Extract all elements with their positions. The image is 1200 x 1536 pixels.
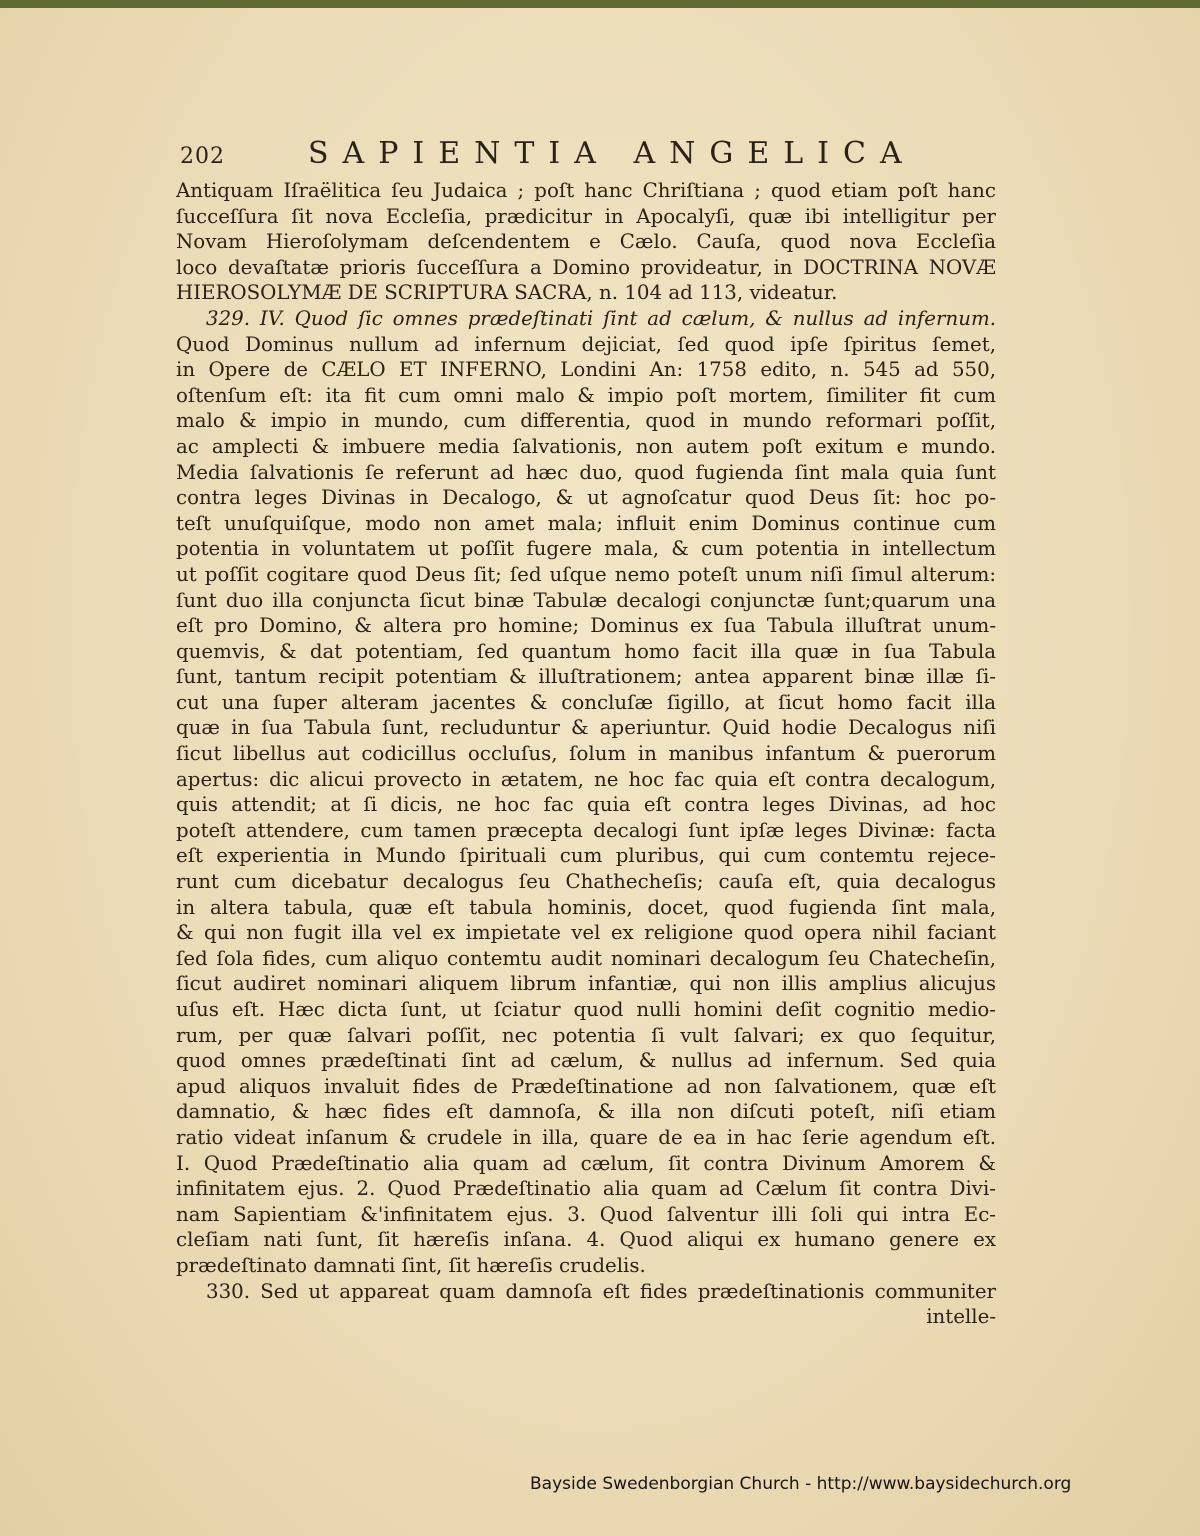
text-line: I. Quod Prædeſtinatio alia quam ad cælum, ſit contra Divinum Amorem & — [176, 1151, 996, 1175]
text-line: loco devaſtatæ prioris ſucceſſura a Domino provideatur, in DOCTRINA NOVÆ — [176, 255, 996, 279]
text-line: ſunt, tantum recipit potentiam & illuſtrationem; antea apparent binæ illæ ſi- — [176, 665, 996, 689]
text-line: rum, per quæ ſalvari poſſit, nec potentia ſi vult ſalvari; ex quo ſequitur, — [176, 1023, 996, 1047]
text-line: ſicut libellus aut codicillus occluſus, ſolum in manibus infantum & puerorum — [176, 742, 996, 766]
text-line: quis attendit; at ſi dicis, ne hoc fac quia eſt contra leges Divinas, ad hoc — [176, 793, 996, 817]
body-text — [176, 178, 996, 1330]
text-line: potentia in voluntatem ut poſſit fugere mala, & cum potentia in intellectum — [176, 537, 996, 561]
top-border — [0, 0, 1200, 8]
text-line: Media ſalvationis ſe referunt ad hæc duo, quod fugienda ſint mala quia ſunt — [176, 460, 996, 484]
text-line: cleſiam nati ſunt, ſit hæreſis inſana. 4. Quod aliqui ex humano genere ex — [176, 1228, 996, 1252]
text-line: HIEROSOLYMÆ DE SCRIPTURA SACRA, n. 104 ad 113, videatur. — [176, 281, 838, 305]
page-number: 202 — [180, 144, 225, 169]
text-line: runt cum dicebatur decalogus ſeu Chathecheſis; cauſa eſt, quia decalogus — [176, 870, 996, 894]
text-line: 329. IV. Quod ſic omnes prædeſtinati ſint ad cælum, & nullus ad infernum. — [206, 306, 996, 330]
footer-credit: Bayside Swedenborgian Church - http://www.baysidechurch.org — [530, 1474, 1072, 1494]
catchword: intelle- — [926, 1305, 996, 1329]
text-line: eſt pro Domino, & altera pro homine; Dominus ex ſua Tabula illuſtrat unum- — [176, 614, 996, 638]
text-line: malo & impio in mundo, cum differentia, quod in mundo reformari poſſit, — [176, 409, 996, 433]
text-line: contra leges Divinas in Decalogo, & ut agnoſcatur quod Deus ſit: hoc po- — [176, 486, 996, 510]
text-line: damnatio, & hæc fides eſt damnoſa, & illa non diſcuti poteſt, niſi etiam — [176, 1100, 996, 1124]
text-line: Novam Hieroſolymam deſcendentem e Cælo. Cauſa, quod nova Eccleſia — [176, 230, 996, 254]
text-line: quemvis, & dat potentiam, ſed quantum homo facit illa quæ in ſua Tabula — [176, 639, 996, 663]
text-line: ſed ſola fides, cum aliquo contemtu audit nominari decalogum ſeu Chatecheſin, — [176, 946, 996, 970]
text-line: cut una ſuper alteram jacentes & concluſæ ſigillo, at ſicut homo facit illa — [176, 690, 996, 714]
text-line: Antiquam Iſraëlitica ſeu Judaica ; poſt hanc Chriſtiana ; quod etiam poſt hanc — [176, 179, 996, 202]
text-line: ut poſſit cogitare quod Deus ſit; ſed uſque nemo poteſt unum niſi ſimul alterum: — [176, 562, 996, 586]
text-line: ſunt duo illa conjuncta ſicut binæ Tabulæ decalogi conjunctæ ſunt;quarum una — [176, 588, 996, 612]
text-line: teſt unuſquiſque, modo non amet mala; influit enim Dominus continue cum — [176, 511, 996, 535]
text-line: uſus eſt. Hæc dicta ſunt, ut ſciatur quod nulli homini deſit cognitio medio- — [176, 998, 996, 1021]
text-line: 330. Sed ut appareat quam damnoſa eſt fides prædeſtinationis communiter — [206, 1279, 996, 1303]
text-line: eſt experientia in Mundo ſpirituali cum pluribus, qui cum contemtu rejece- — [176, 844, 996, 868]
text-line: apud aliquos invaluit fides de Prædeſtinatione ad non ſalvationem, quæ eſt — [176, 1074, 996, 1098]
running-header — [180, 136, 1000, 176]
text-line: quæ in ſua Tabula ſunt, recluduntur & aperiuntur. Quid hodie Decalogus niſi — [176, 716, 996, 740]
text-line: quod omnes prædeſtinati ſint ad cælum, & nullus ad infernum. Sed quia — [176, 1049, 996, 1073]
text-line: ratio videat inſanum & crudele in illa, quare de ea in hac ſerie agendum eſt. — [176, 1125, 996, 1149]
text-line: apertus: dic alicui provecto in ætatem, ne hoc fac quia eſt contra decalogum, — [176, 767, 996, 791]
text-line: infinitatem ejus. 2. Quod Prædeſtinatio alia quam ad Cælum ſit contra Divi- — [176, 1177, 996, 1201]
text-line: in altera tabula, quæ eſt tabula hominis, docet, quod fugienda ſint mala, — [176, 895, 996, 919]
text-line: ac amplecti & imbuere media ſalvationis, non autem poſt exitum e mundo. — [176, 434, 996, 458]
page-title: SAPIENTIA ANGELICA — [308, 136, 916, 171]
text-line: oſtenſum eſt: ita fit cum omni malo & impio poſt mortem, ſimiliter fit cum — [176, 383, 996, 407]
text-line: ſicut audiret nominari aliquem librum infantiæ, qui non illis amplius alicujus — [176, 972, 996, 996]
text-line: poteſt attendere, cum tamen præcepta decalogi ſunt ipſæ leges Divinæ: facta — [176, 818, 996, 842]
text-line: in Opere de CÆLO ET INFERNO, Londini An: 1758 edito, n. 545 ad 550, — [176, 358, 996, 382]
text-line: ſucceſſura ſit nova Eccleſia, prædicitur in Apocalyſi, quæ ibi intelligitur per — [176, 204, 996, 228]
text-line: & qui non fugit illa vel ex impietate vel ex religione quod opera nihil faciant — [176, 921, 996, 945]
text-line: nam Sapientiam &'infinitatem ejus. 3. Quod ſalventur illi ſoli qui intra Ec- — [176, 1202, 996, 1226]
text-line: Quod Dominus nullum ad infernum dejiciat, ſed quod ipſe ſpiritus ſemet, — [176, 332, 996, 356]
text-line: prædeſtinato damnati ſint, ſit hæreſis crudelis. — [176, 1253, 646, 1277]
